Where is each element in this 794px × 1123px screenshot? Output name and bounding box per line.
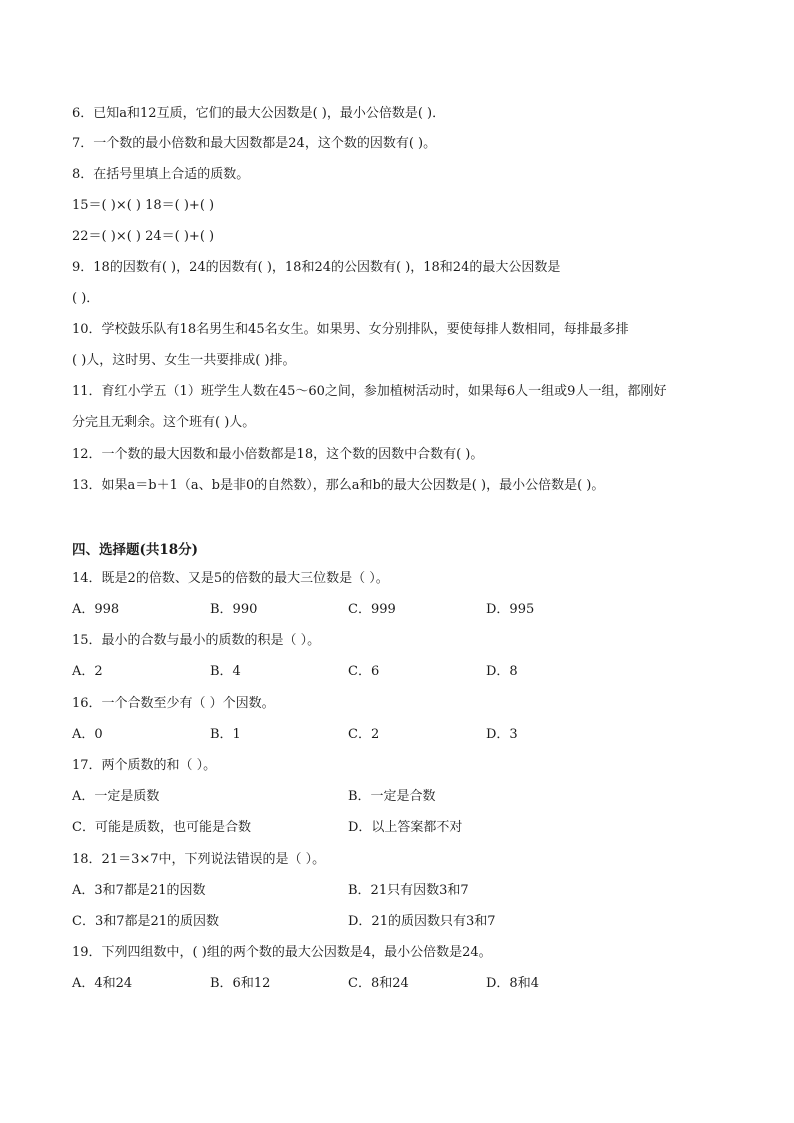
option-b: B．一定是合数 xyxy=(348,789,436,804)
option-a: A．一定是质数 xyxy=(72,789,160,804)
question-8-row-1: 15＝( )×( ) 18＝( )+( ) xyxy=(72,198,215,213)
question-7: 7．一个数的最小倍数和最大因数都是24，这个数的因数有( )。 xyxy=(72,136,437,151)
question-11-line-2: 分完且无剩余。这个班有( )人。 xyxy=(72,415,256,430)
option-b: B．4 xyxy=(210,664,241,679)
section-heading: 四、选择题(共18分) xyxy=(72,542,199,558)
question-10-line-1: 10．学校鼓乐队有18名男生和45名女生。如果男、女分别排队，要使每排人数相同，每排最多排 xyxy=(72,322,629,337)
question-15: 15．最小的合数与最小的质数的积是（ ）。 xyxy=(72,633,321,648)
option-d: D．8 xyxy=(486,664,518,679)
question-8: 8．在括号里填上合适的质数。 xyxy=(72,167,250,182)
option-d: D．3 xyxy=(486,727,518,742)
question-16: 16．一个合数至少有（ ）个因数。 xyxy=(72,696,275,711)
option-b: B．990 xyxy=(210,602,258,617)
question-11-line-1: 11．育红小学五（1）班学生人数在45～60之间，参加植树活动时，如果每6人一组或9人一组，都刚好 xyxy=(72,384,667,399)
option-a: A．3和7都是21的因数 xyxy=(72,883,206,898)
question-17: 17．两个质数的和（ ）。 xyxy=(72,758,217,773)
option-b: B．21只有因数3和7 xyxy=(348,883,469,898)
question-8-row-2: 22＝( )×( ) 24＝( )+( ) xyxy=(72,229,215,244)
question-19: 19．下列四组数中，( )组的两个数的最大公因数是4，最小公倍数是24。 xyxy=(72,945,492,960)
option-c: C．3和7都是21的质因数 xyxy=(72,914,220,929)
option-a: A．0 xyxy=(72,727,103,742)
question-14: 14．既是2的倍数、又是5的倍数的最大三位数是（ ）。 xyxy=(72,571,389,586)
option-a: A．4和24 xyxy=(72,976,133,991)
option-d: D．以上答案都不对 xyxy=(348,820,463,835)
option-a: A．2 xyxy=(72,664,103,679)
question-6: 6．已知a和12互质，它们的最大公因数是( )，最小公倍数是( )． xyxy=(72,106,446,121)
question-13: 13．如果a＝b＋1（a、b是非0的自然数），那么a和b的最大公因数是( )，最小公倍数是( )。 xyxy=(72,478,605,493)
question-9-line-2: ( )． xyxy=(72,291,100,306)
option-c: C．2 xyxy=(348,727,380,742)
option-c: C．999 xyxy=(348,602,396,617)
option-c: C．6 xyxy=(348,664,380,679)
option-b: B．1 xyxy=(210,727,241,742)
question-12: 12．一个数的最大因数和最小倍数都是18，这个数的因数中合数有( )。 xyxy=(72,447,484,462)
option-d: D．21的质因数只有3和7 xyxy=(348,914,496,929)
question-9-line-1: 9．18的因数有( )，24的因数有( )，18和24的公因数有( )，18和24的最大公因数是 xyxy=(72,260,561,275)
question-10-line-2: ( )人，这时男、女生一共要排成( )排。 xyxy=(72,353,296,368)
option-d: D．8和4 xyxy=(486,976,539,991)
option-c: C．8和24 xyxy=(348,976,409,991)
question-18: 18．21＝3×7中，下列说法错误的是（ ）。 xyxy=(72,852,326,867)
option-c: C．可能是质数，也可能是合数 xyxy=(72,820,251,835)
option-a: A．998 xyxy=(72,602,120,617)
option-d: D．995 xyxy=(486,602,535,617)
option-b: B．6和12 xyxy=(210,976,271,991)
